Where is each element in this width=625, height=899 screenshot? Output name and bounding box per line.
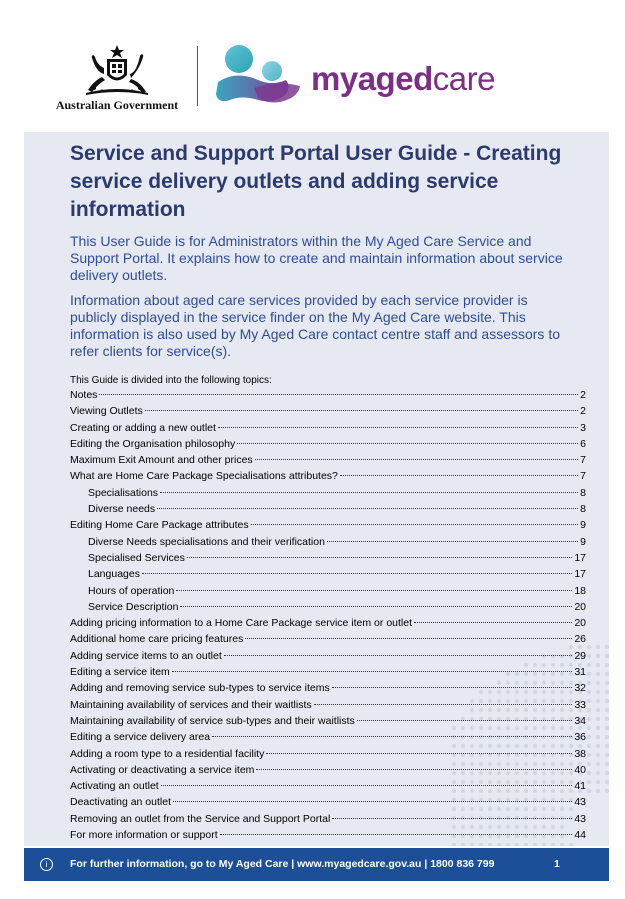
toc-entry-page: 43 <box>574 796 586 809</box>
toc-entry[interactable] <box>70 487 586 503</box>
toc-entry-page: 20 <box>574 617 586 630</box>
toc-dot-leader <box>172 671 573 672</box>
toc-entry-label: Notes <box>70 389 98 401</box>
my-aged-care-wordmark: myagedcare <box>311 60 495 97</box>
australian-government-logo <box>52 44 182 113</box>
toc-dot-leader <box>414 622 572 623</box>
toc-entry-page: 33 <box>574 698 586 711</box>
toc-entry[interactable] <box>70 813 586 829</box>
toc-entry-label: Adding and removing service sub-types to service items <box>70 682 330 695</box>
toc-dot-leader <box>180 606 572 607</box>
toc-entry-label: Diverse Needs specialisations and their verification <box>88 535 325 548</box>
toc-dot-leader <box>332 818 572 819</box>
toc-entry-label: Adding pricing information to a Home Care Package service item or outlet <box>70 617 412 630</box>
toc-entry-page: 9 <box>580 519 586 532</box>
toc-entry-page: 17 <box>574 551 586 564</box>
toc-entry[interactable] <box>70 536 586 552</box>
toc-dot-leader <box>176 590 572 591</box>
toc-dot-leader <box>340 475 578 476</box>
toc-entry[interactable] <box>70 405 586 421</box>
toc-dot-leader <box>357 720 573 721</box>
toc-entry[interactable] <box>70 715 586 731</box>
toc-entry-label: Specialised Services <box>88 551 185 564</box>
toc-entry[interactable] <box>70 666 586 682</box>
toc-dot-leader <box>160 492 578 493</box>
toc-entry-label: Creating or adding a new outlet <box>70 421 216 434</box>
toc-entry[interactable] <box>70 389 586 405</box>
toc-entry-page: 2 <box>580 405 586 418</box>
toc-entry[interactable] <box>70 682 586 698</box>
toc-entry[interactable] <box>70 699 586 715</box>
toc-entry-page: 36 <box>574 731 586 744</box>
table-of-contents <box>70 389 586 845</box>
toc-dot-leader <box>220 834 573 835</box>
toc-entry[interactable] <box>70 454 586 470</box>
toc-dot-leader <box>212 736 572 737</box>
toc-entry[interactable] <box>70 568 586 584</box>
toc-dot-leader <box>224 655 573 656</box>
toc-entry-label: Maximum Exit Amount and other prices <box>70 454 253 467</box>
content-panel <box>24 132 609 846</box>
toc-dot-leader <box>266 753 572 754</box>
toc-entry-label: For more information or support <box>70 829 218 842</box>
toc-entry-page: 18 <box>574 584 586 597</box>
toc-entry-label: Deactivating an outlet <box>70 796 171 809</box>
toc-dot-leader <box>157 508 578 509</box>
toc-dot-leader <box>245 638 572 639</box>
toc-entry-label: Removing an outlet from the Service and Support Portal <box>70 812 331 825</box>
toc-entry[interactable] <box>70 601 586 617</box>
page-title: Service and Support Portal User Guide - Creating service delivery outlets and adding service information <box>70 142 562 221</box>
toc-entry-label: Hours of operation <box>88 584 175 597</box>
info-icon: i <box>40 858 53 871</box>
coat-of-arms-icon <box>80 44 154 96</box>
toc-dot-leader <box>218 427 578 428</box>
toc-entry-label: Editing Home Care Package attributes <box>70 519 249 532</box>
header-divider <box>197 46 198 106</box>
toc-entry[interactable] <box>70 780 586 796</box>
toc-entry-label: Adding service items to an outlet <box>70 649 222 662</box>
toc-entry-label: Activating an outlet <box>70 780 159 793</box>
toc-entry-page: 8 <box>580 486 586 499</box>
toc-entry-page: 38 <box>574 747 586 760</box>
toc-entry-page: 43 <box>574 812 586 825</box>
toc-entry-page: 2 <box>580 389 586 401</box>
toc-entry-label: Editing a service delivery area <box>70 731 211 744</box>
toc-entry-label: Languages <box>88 568 140 581</box>
toc-entry[interactable] <box>70 829 586 845</box>
toc-entry-page: 9 <box>580 535 586 548</box>
toc-entry-page: 44 <box>574 829 586 842</box>
government-name: Australian Government <box>55 98 179 112</box>
toc-entry[interactable] <box>70 748 586 764</box>
footer-text: For further information, go to My Aged Care | www.myagedcare.gov.au | 1800 836 799 <box>70 858 495 870</box>
toc-entry-page: 34 <box>574 714 586 727</box>
intro-paragraph-1: This User Guide is for Administrators within the My Aged Care Service and Support Portal. It explains how to create and maintain information about service delivery outlets. <box>70 233 563 283</box>
toc-entry[interactable] <box>70 503 586 519</box>
toc-dot-leader <box>255 459 578 460</box>
toc-entry-label: Additional home care pricing features <box>70 633 244 646</box>
toc-entry[interactable] <box>70 633 586 649</box>
toc-entry-page: 3 <box>580 421 586 434</box>
toc-entry-page: 26 <box>574 633 586 646</box>
toc-entry-label: Viewing Outlets <box>70 405 143 418</box>
toc-entry-label: Diverse needs <box>88 503 156 516</box>
toc-entry-label: Maintaining availability of service sub-types and their waitlists <box>70 714 355 727</box>
toc-dot-leader <box>327 541 578 542</box>
toc-dot-leader <box>314 704 573 705</box>
toc-entry[interactable] <box>70 617 586 633</box>
intro-paragraph-2: Information about aged care services provided by each service provider is publicly displayed in the service finder on the My Aged Care website. This information is also used by My Aged Care contact centre staff and assessors to refer clients for service(s). <box>70 292 560 359</box>
toc-entry-page: 29 <box>574 649 586 662</box>
toc-entry[interactable] <box>70 422 586 438</box>
toc-dot-leader <box>145 410 578 411</box>
toc-entry[interactable] <box>70 519 586 535</box>
toc-dot-leader <box>173 801 572 802</box>
toc-entry-label: Specialisations <box>88 486 159 499</box>
my-aged-care-mark-icon <box>214 44 308 108</box>
toc-entry-label: Maintaining availability of services and their waitlists <box>70 698 312 711</box>
toc-entry-label: Editing a service item <box>70 666 170 679</box>
page-header <box>0 0 625 130</box>
toc-dot-leader <box>237 443 578 444</box>
toc-entry[interactable] <box>70 650 586 666</box>
toc-dot-leader <box>99 394 578 395</box>
toc-intro: This Guide is divided into the following topics: <box>70 375 272 386</box>
toc-entry-page: 8 <box>580 503 586 516</box>
toc-entry-label: Activating or deactivating a service item <box>70 763 255 776</box>
toc-entry-page: 20 <box>574 600 586 613</box>
toc-entry-page: 40 <box>574 763 586 776</box>
toc-entry[interactable] <box>70 796 586 812</box>
toc-entry-page: 41 <box>574 780 586 793</box>
toc-entry[interactable] <box>70 731 586 747</box>
toc-entry[interactable] <box>70 585 586 601</box>
toc-entry-label: Service Description <box>88 600 179 613</box>
toc-entry-label: Adding a room type to a residential facility <box>70 747 265 760</box>
toc-entry-page: 32 <box>574 682 586 695</box>
toc-entry-page: 7 <box>580 470 586 483</box>
toc-dot-leader <box>256 769 572 770</box>
toc-entry[interactable] <box>70 552 586 568</box>
toc-entry[interactable] <box>70 470 586 486</box>
page-footer <box>24 848 609 881</box>
toc-dot-leader <box>142 573 572 574</box>
toc-entry-page: 7 <box>580 454 586 467</box>
toc-entry[interactable] <box>70 438 586 454</box>
toc-entry-page: 17 <box>574 568 586 581</box>
toc-entry-page: 31 <box>574 666 586 679</box>
toc-entry[interactable] <box>70 764 586 780</box>
toc-entry-label: Editing the Organisation philosophy <box>70 437 236 450</box>
page-number: 1 <box>554 858 560 870</box>
toc-dot-leader <box>161 785 573 786</box>
toc-entry-label: What are Home Care Package Specialisations attributes? <box>70 470 338 483</box>
toc-dot-leader <box>187 557 572 558</box>
toc-dot-leader <box>332 687 573 688</box>
toc-dot-leader <box>251 524 579 525</box>
toc-entry-page: 6 <box>580 437 586 450</box>
